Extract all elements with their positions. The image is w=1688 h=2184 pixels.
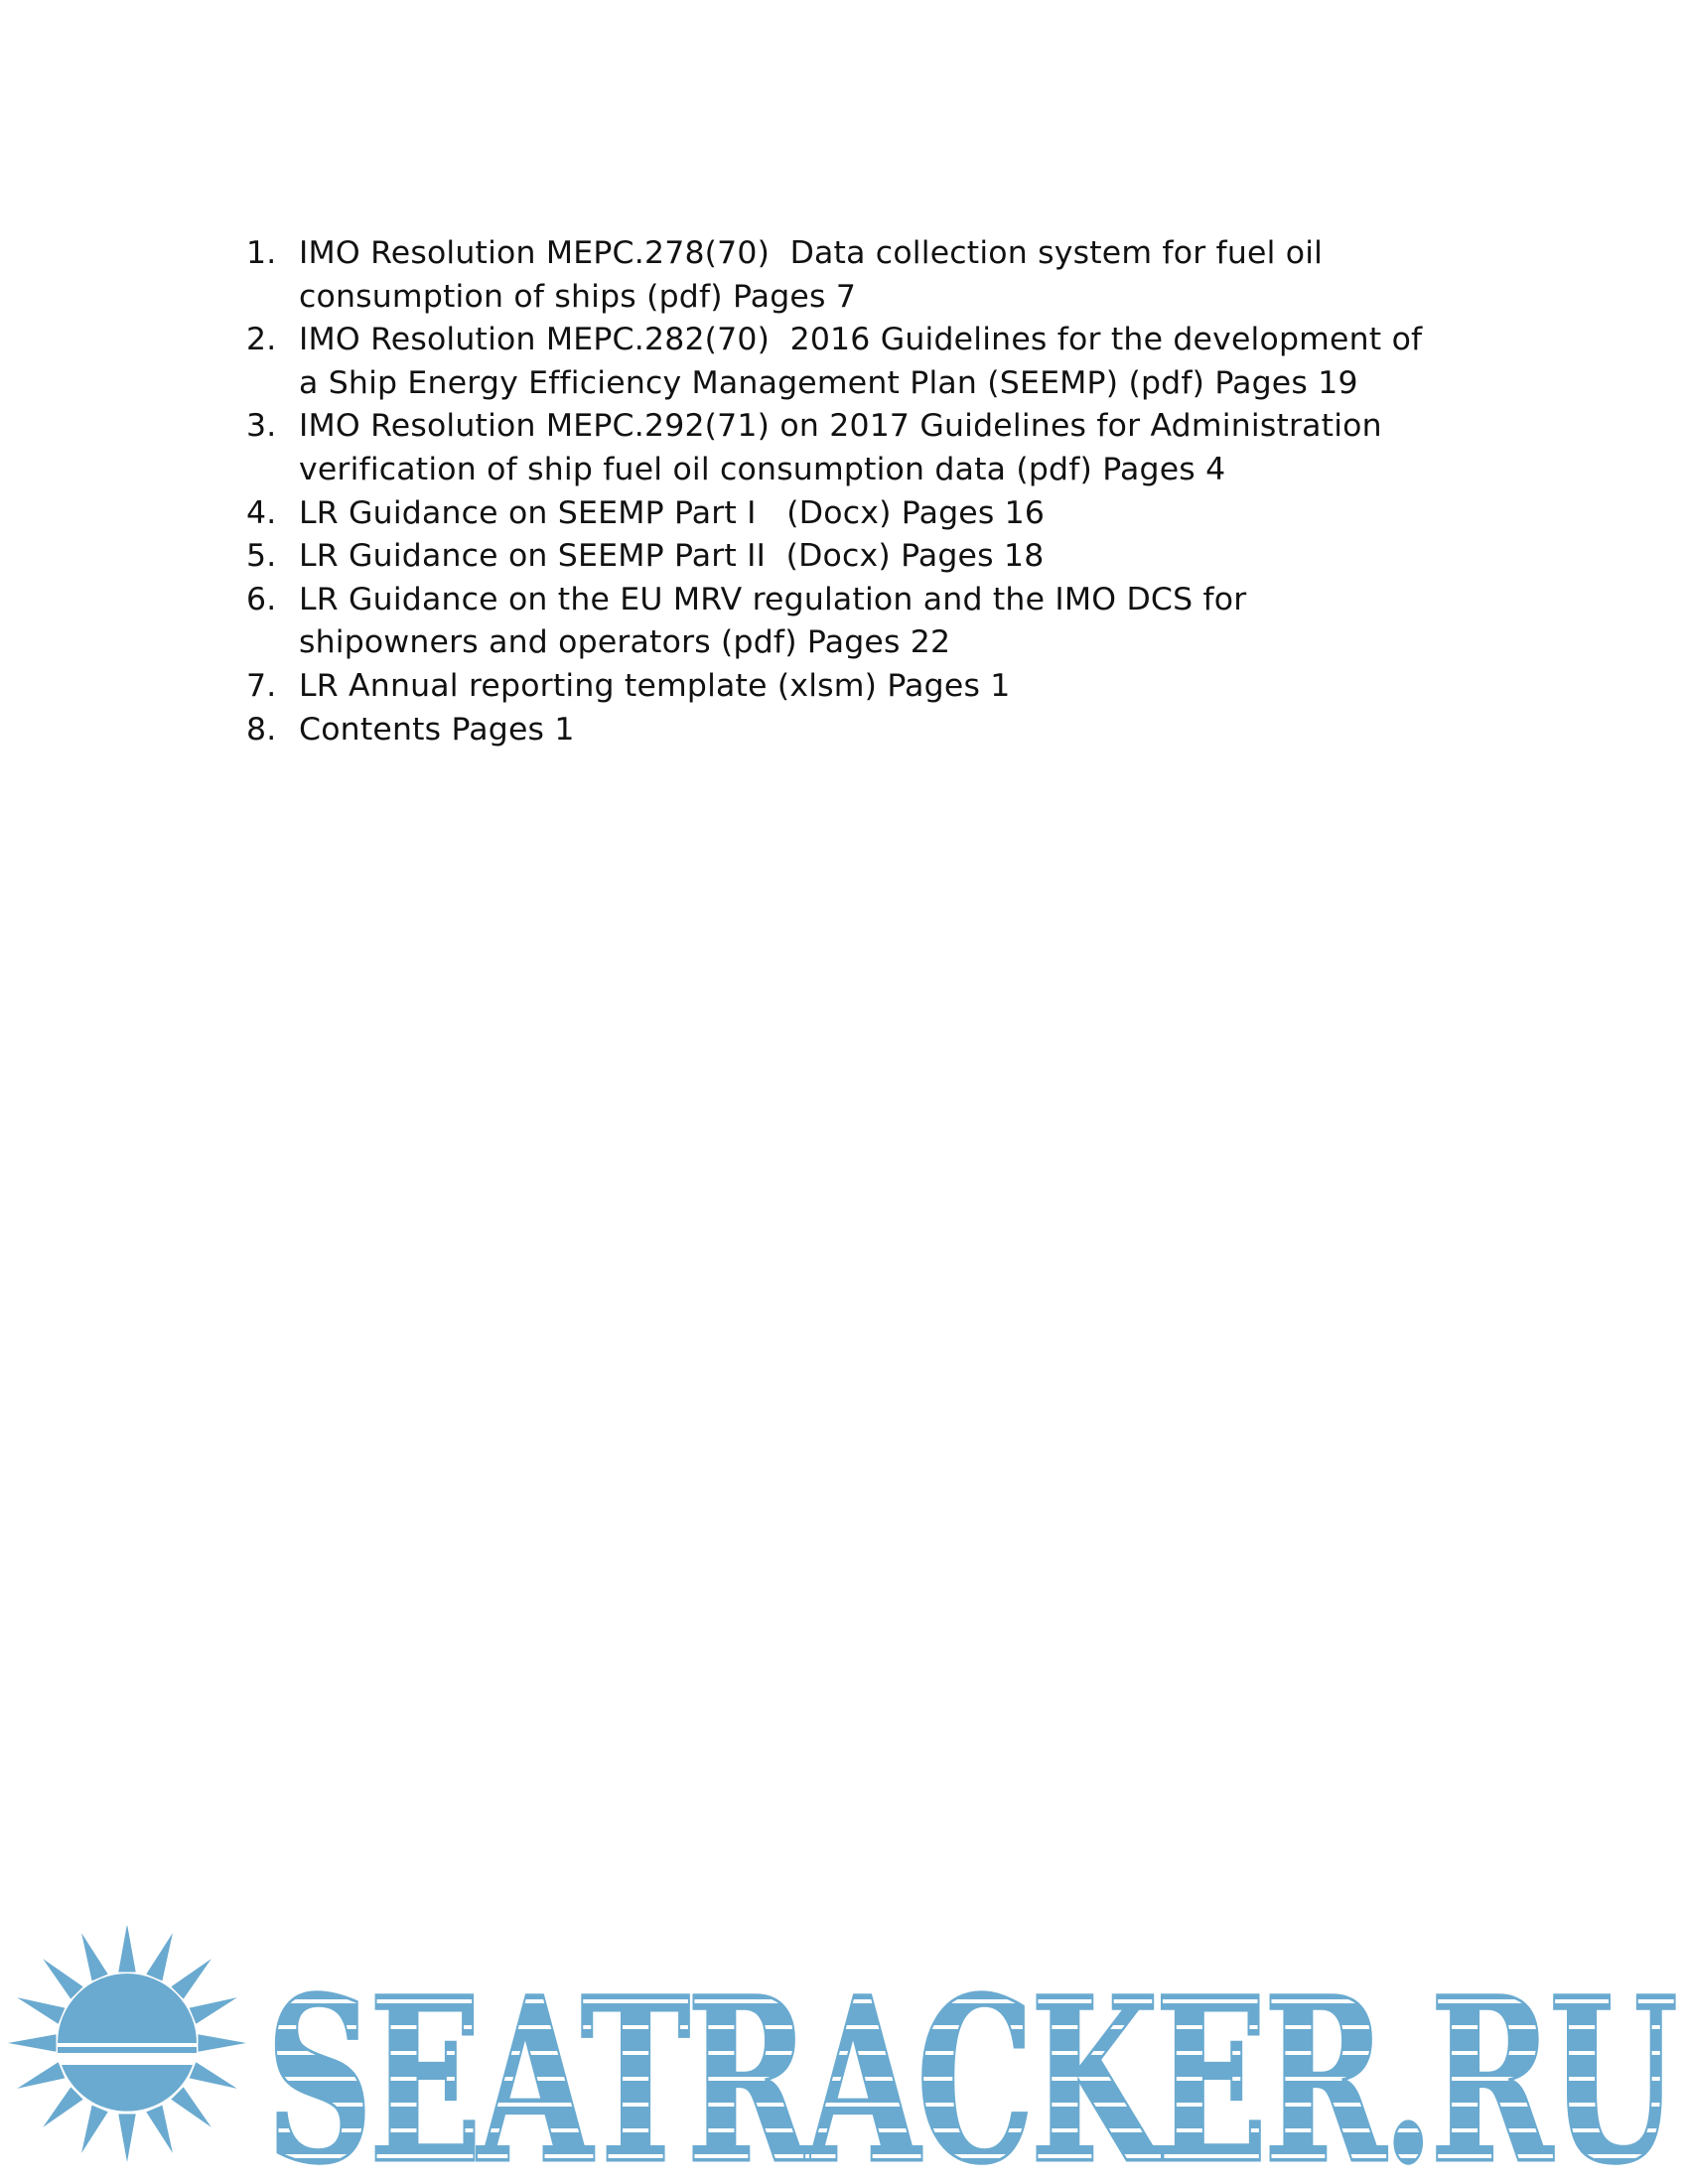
sun-ray: [43, 2087, 83, 2127]
sun-ray: [146, 2106, 173, 2153]
item-number: 5.: [246, 538, 277, 575]
list-item: [246, 232, 1507, 319]
item-number: 7.: [246, 667, 277, 704]
document-list: [246, 232, 1507, 751]
sun-ray: [190, 2062, 237, 2089]
item-number: 6.: [246, 581, 277, 617]
watermark-graphic: [0, 1926, 1688, 2184]
item-text: IMO Resolution MEPC.282(70) 2016 Guidelines for the development of a Ship Energy Efficiency Management Plan (SEEMP) (pdf) Pages 19: [299, 322, 1423, 401]
watermark-text: SEATRACKER.RU: [266, 1948, 1675, 2184]
sun-ray: [17, 2062, 65, 2089]
item-text: LR Guidance on the EU MRV regulation and the IMO DCS for shipowners and operators (pdf) Pages 22: [299, 581, 1247, 661]
list-item: [246, 405, 1507, 491]
list-item: [246, 492, 1507, 536]
watermark: [0, 1926, 1688, 2184]
list-item: [246, 665, 1507, 709]
sun-ray: [43, 1959, 83, 1999]
item-number: 4.: [246, 494, 277, 531]
item-text: Contents Pages 1: [299, 711, 575, 748]
list-item: [246, 535, 1507, 579]
list-item: [246, 579, 1507, 665]
list-item: [246, 709, 1507, 752]
sun-ray: [171, 2087, 211, 2127]
item-number: 8.: [246, 711, 277, 748]
sun-ray: [81, 1933, 108, 1980]
sun-ray: [190, 1997, 237, 2024]
item-text: LR Annual reporting template (xlsm) Pages 1: [299, 667, 1011, 704]
sun-ray: [118, 2114, 135, 2162]
sun-ray: [8, 2034, 57, 2051]
sun-ray: [198, 2034, 246, 2051]
sun-ray: [146, 1933, 173, 1980]
item-number: 1.: [246, 235, 277, 271]
sun-ray: [171, 1959, 211, 1999]
item-number: 2.: [246, 322, 277, 358]
item-text: IMO Resolution MEPC.292(71) on 2017 Guidelines for Administration verification of ship fuel oil consumption data (pdf) Pages 4: [299, 408, 1382, 487]
list-item: [246, 319, 1507, 405]
item-text: LR Guidance on SEEMP Part I (Docx) Pages 16: [299, 494, 1046, 531]
sun-ray: [81, 2106, 108, 2153]
item-text: LR Guidance on SEEMP Part II (Docx) Pages 18: [299, 538, 1045, 575]
item-number: 3.: [246, 408, 277, 445]
item-text: IMO Resolution MEPC.278(70) Data collection system for fuel oil consumption of ships (pdf) Pages 7: [299, 235, 1324, 315]
sun-burst-icon: [8, 1926, 246, 2162]
sun-ray: [118, 1926, 135, 1973]
sun-ray: [17, 1997, 65, 2024]
